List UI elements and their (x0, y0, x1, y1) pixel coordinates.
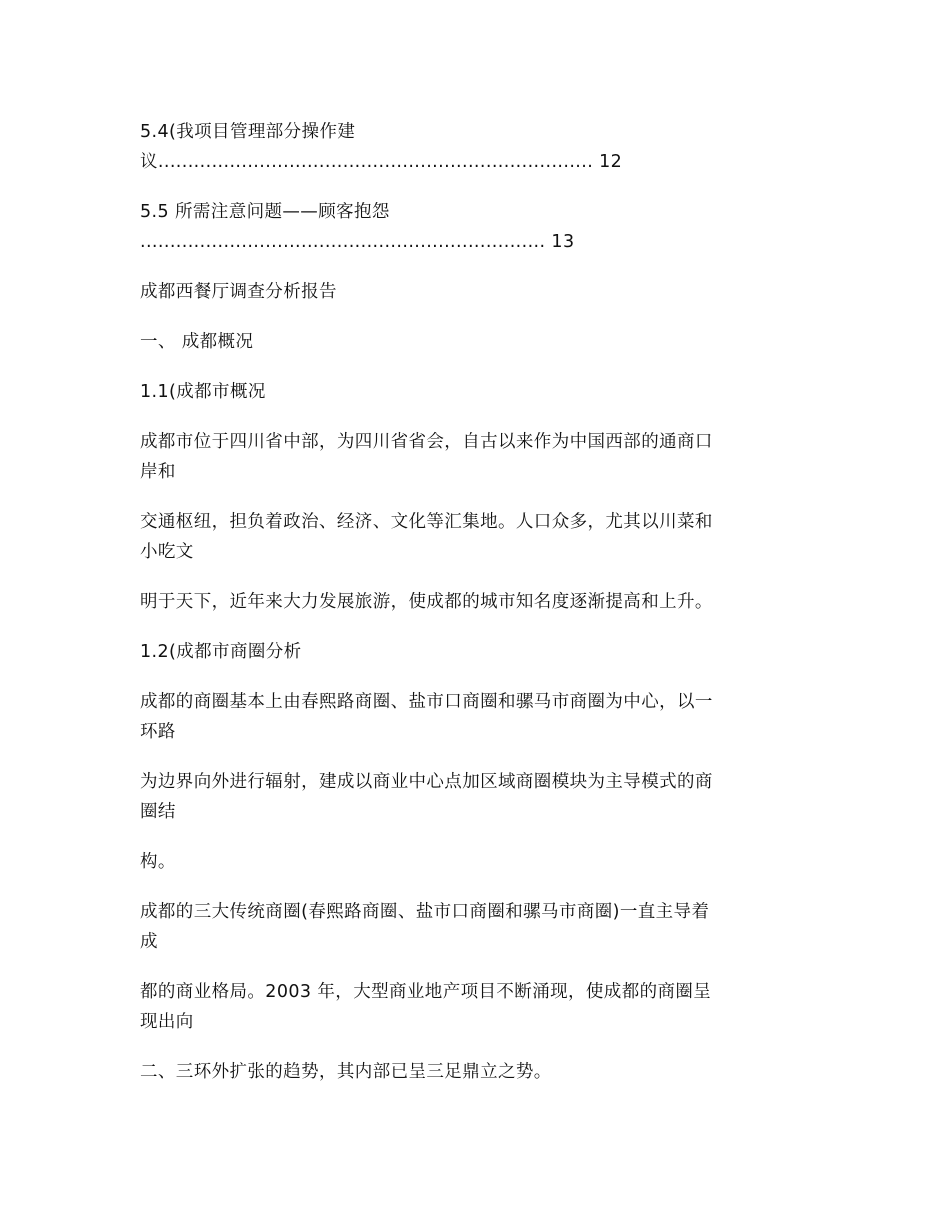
paragraph-line: 交通枢纽，担负着政治、经济、文化等汇集地。人口众多，尤其以川菜和 (140, 512, 713, 532)
paragraph-line: 岸和 (140, 462, 176, 482)
paragraph-line: 构。 (140, 852, 176, 872)
paragraph-line: 圈结 (140, 802, 176, 822)
section-heading-1: 一、 成都概况 (140, 332, 254, 352)
paragraph-line: 成都市位于四川省中部，为四川省省会，自古以来作为中国西部的通商口 (140, 432, 713, 452)
paragraph-line: 成都的商圈基本上由春熙路商圈、盐市口商圈和骡马市商圈为中心，以一 (140, 692, 713, 712)
report-title: 成都西餐厅调查分析报告 (140, 282, 337, 302)
subsection-heading-1-2: 1.2(成都市商圈分析 (140, 642, 302, 662)
paragraph-line: 环路 (140, 722, 176, 742)
paragraph-line: 小吃文 (140, 542, 194, 562)
toc-entry-5-5-title: 5.5 所需注意问题——顾客抱怨 (140, 202, 390, 222)
paragraph-line: 为边界向外进行辐射，建成以商业中心点加区域商圈模块为主导模式的商 (140, 772, 713, 792)
paragraph-line: 明于天下，近年来大力发展旅游，使成都的城市知名度逐渐提高和上升。 (140, 592, 713, 612)
toc-entry-5-4-leader: 议......................................................................... 12 (140, 152, 623, 172)
paragraph-line: 都的商业格局。2003 年，大型商业地产项目不断涌现，使成都的商圈呈 (140, 982, 712, 1002)
paragraph-line: 成 (140, 932, 158, 952)
paragraph-line: 二、三环外扩张的趋势，其内部已呈三足鼎立之势。 (140, 1062, 552, 1082)
toc-entry-5-5-leader: .................................................................... 13 (140, 232, 575, 252)
paragraph-line: 成都的三大传统商圈(春熙路商圈、盐市口商圈和骡马市商圈)一直主导着 (140, 902, 710, 922)
subsection-heading-1-1: 1.1(成都市概况 (140, 382, 266, 402)
paragraph-line: 现出向 (140, 1012, 194, 1032)
toc-entry-5-4-title: 5.4(我项目管理部分操作建 (140, 122, 356, 142)
